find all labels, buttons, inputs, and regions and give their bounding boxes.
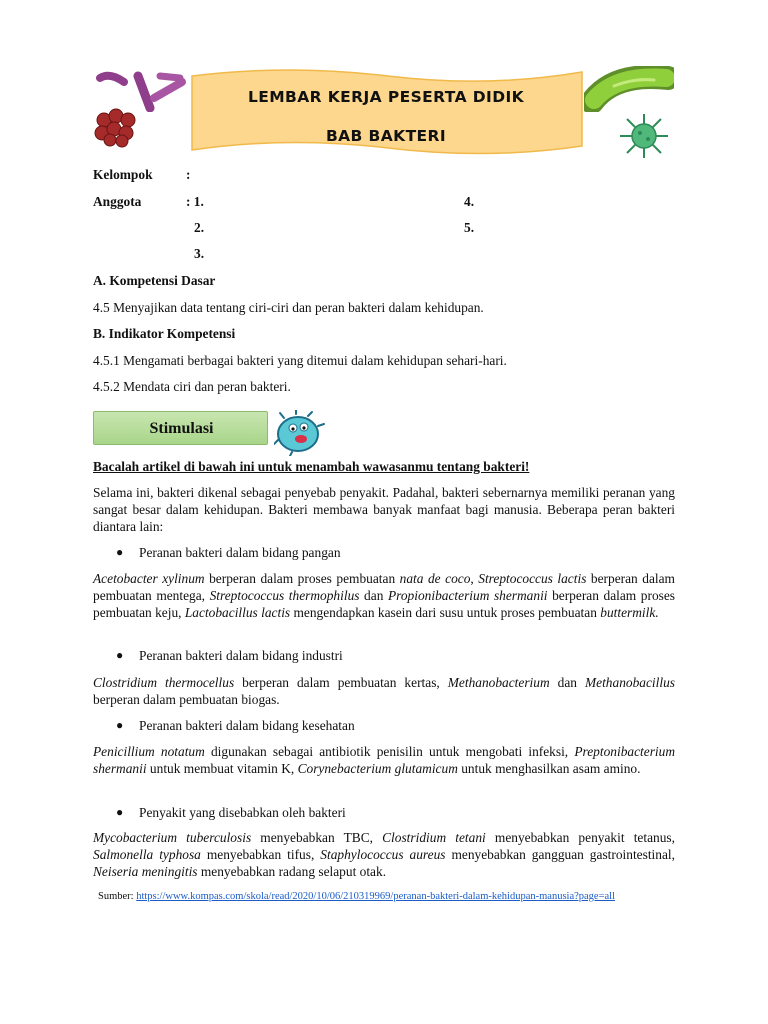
title-banner xyxy=(188,66,584,158)
indicator-item-1: 4.5.1 Mengamati berbagai bakteri yang ditemui dalam kehidupan sehari-hari. xyxy=(93,353,507,368)
bullet-dot-icon: ● xyxy=(116,648,124,662)
stimulasi-label: Stimulasi xyxy=(149,420,214,437)
source-label: Sumber: xyxy=(98,891,137,902)
anggota-number-4: 4. xyxy=(464,194,475,209)
coccus-cluster-icon xyxy=(92,106,142,148)
section-a-title: A. Kompetensi Dasar xyxy=(93,273,216,288)
indicator-item-2: 4.5.2 Mendata ciri dan peran bakteri. xyxy=(93,379,291,394)
section-a-text: 4.5 Menyajikan data tentang ciri-ciri dan peran bakteri dalam kehidupan. xyxy=(93,300,484,315)
anggota-number-5: 5. xyxy=(464,220,475,235)
bullet-dot-icon: ● xyxy=(116,545,124,559)
green-bacillus-icon xyxy=(584,66,674,112)
kelompok-label: Kelompok xyxy=(93,167,153,182)
bullet-dot-icon: ● xyxy=(116,805,124,819)
virus-icon xyxy=(616,112,672,160)
article-heading: Bacalah artikel di bawah ini untuk menambah wawasanmu tentang bakteri! xyxy=(93,459,530,474)
section-b-title: B. Indikator Kompetensi xyxy=(93,326,236,341)
stimulasi-box xyxy=(93,411,268,445)
article-intro: Selama ini, bakteri dikenal sebagai penyebab penyakit. Padahal, bakteri sebernarnya memiliki peranan yang sangat besar dalam kehidupan. Bakteri membawa banyak manfaat bagi manusia. Beberapa peran bakteri diantara lain: xyxy=(93,485,675,534)
anggota-label: Anggota xyxy=(93,194,142,209)
anggota-number-2: 2. xyxy=(194,220,205,235)
paragraph-penyakit: Mycobacterium tuberculosis menyebabkan TBC, Clostridium tetani menyebabkan penyakit tetanus, Salmonella typhosa menyebabkan tifus, Staphylococcus aureus menyebabkan gangguan gastrointestinal, Neiseria meningitis menyebabkan radang selaput otak. xyxy=(93,830,675,879)
chapter-title: BAB BAKTERI xyxy=(325,127,447,145)
paragraph-pangan: Acetobacter xylinum berperan dalam proses pembuatan nata de coco, Streptococcus lactis berperan dalam pembuatan mentega, Streptococcus thermophilus dan Propionibacterium shermanii berperan dalam proses pembuatan keju, Lactobacillus lactis mengendapkan kasein dari susu untuk proses pembuatan buttermilk. xyxy=(93,571,676,620)
cartoon-bacterium-icon xyxy=(274,410,326,456)
anggota-number-3: 3. xyxy=(194,246,205,261)
source-line xyxy=(98,891,615,902)
source-link[interactable]: https://www.kompas.com/skola/read/2020/10/06/210319969/peranan-bakteri-dalam-kehidupan-manusia?page=all xyxy=(136,891,615,902)
anggota-number-1: : 1. xyxy=(186,194,204,209)
paragraph-kesehatan: Penicillium notatum digunakan sebagai antibiotik penisilin untuk mengobati infeksi, Preptonibacterium shermanii untuk membuat vitamin K, Corynebacterium glutamicum untuk menghasilkan asam amino. xyxy=(93,744,675,776)
kelompok-colon: : xyxy=(186,167,191,182)
worksheet-title: LEMBAR KERJA PESERTA DIDIK xyxy=(247,88,525,106)
paragraph-industri: Clostridium thermocellus berperan dalam pembuatan kertas, Methanobacterium dan Methanobacillus berperan dalam pembuatan biogas. xyxy=(93,675,675,707)
bullet-dot-icon: ● xyxy=(116,718,124,732)
